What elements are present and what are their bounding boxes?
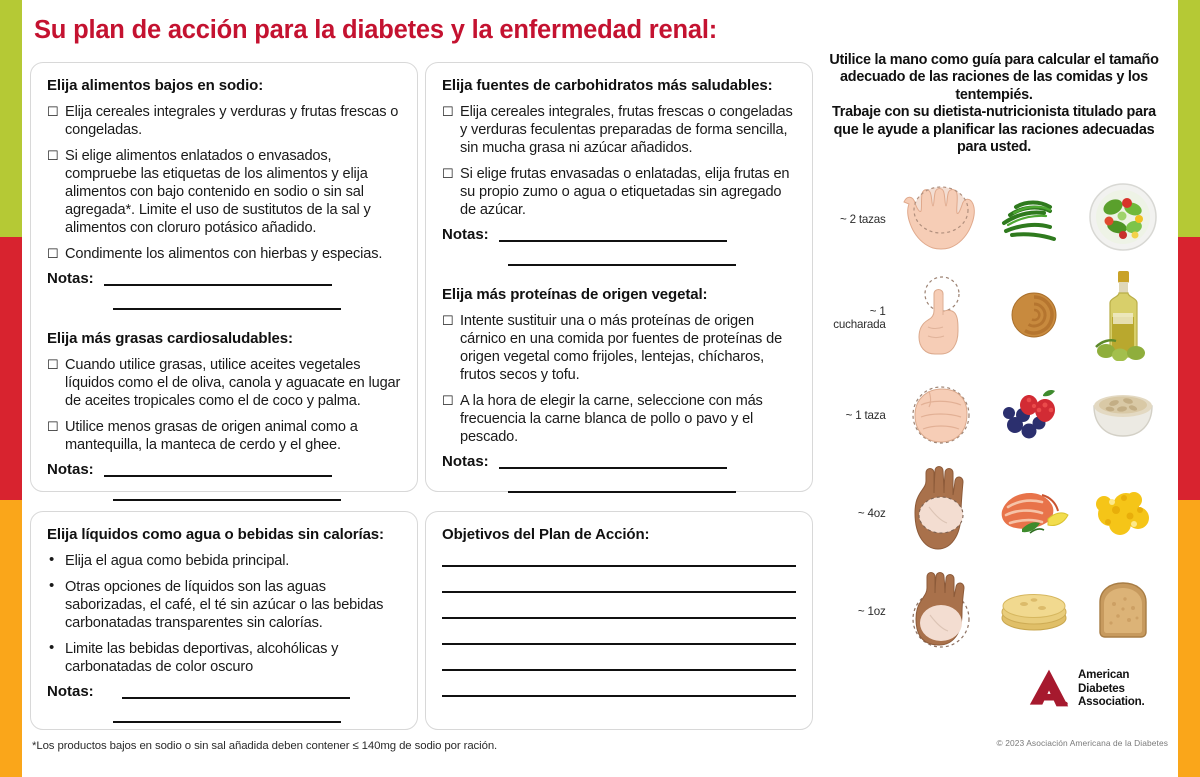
hand-measure-image	[894, 467, 989, 561]
hand-measure-image	[894, 271, 989, 365]
hand-portion-guide	[820, 52, 1168, 661]
notes-label: Notas:	[442, 226, 489, 244]
list-item	[47, 578, 401, 632]
bread-slice-icon	[1092, 578, 1154, 645]
green-beans-icon	[996, 189, 1072, 250]
checkbox-icon[interactable]: ☐	[442, 313, 454, 329]
checklist-item-label: Condimente los alimentos con hierbas y especias.	[65, 246, 383, 263]
notes-row	[442, 454, 796, 469]
checklist-item[interactable]	[47, 147, 401, 237]
tortillas-icon	[996, 584, 1072, 639]
food-example-image	[989, 565, 1078, 659]
checklist-item-label: Intente sustituir una o más proteínas de origen cárnico en una comida por fuentes de proteínas de origen vegetal como frijoles, lentejas, chícharos, frutos secos y tofu.	[460, 313, 783, 384]
bullet-icon: •	[49, 551, 55, 568]
ada-wordmark-line1: American	[1078, 668, 1130, 681]
write-in-line[interactable]	[499, 467, 727, 469]
checklist-item[interactable]	[442, 312, 796, 384]
checklist-fats	[47, 356, 401, 454]
checklist-item[interactable]	[442, 165, 796, 219]
hand-measure-image	[894, 565, 989, 659]
berries-icon	[999, 385, 1069, 446]
checklist-item[interactable]	[442, 392, 796, 446]
notes-carbs	[442, 227, 796, 266]
food-example-image	[989, 271, 1078, 365]
food-example-image	[1079, 369, 1168, 463]
checklist-item[interactable]	[47, 103, 401, 139]
portion-row-list	[820, 171, 1168, 661]
food-example-image	[1079, 565, 1168, 659]
portion-row	[820, 465, 1168, 563]
write-in-line[interactable]	[113, 499, 341, 501]
checklist-item[interactable]	[442, 103, 796, 157]
right-color-strip	[1178, 0, 1200, 777]
notes-label: Notas:	[442, 453, 489, 471]
portion-row	[820, 367, 1168, 465]
section-heading-proteins: Elija más proteínas de origen vegetal:	[442, 286, 708, 304]
bullet-list-liquids	[47, 552, 401, 676]
hand-measure-image	[894, 369, 989, 463]
ada-wordmark-line3: Association.	[1078, 695, 1145, 709]
notes-label: Notas:	[47, 683, 94, 701]
food-example-image	[989, 369, 1078, 463]
notes-row	[47, 684, 401, 699]
write-in-line[interactable]	[508, 264, 736, 266]
cupped-two-hands-icon	[897, 174, 985, 265]
notes-row	[442, 491, 796, 493]
checkbox-icon[interactable]: ☐	[47, 104, 59, 119]
checklist-carbs	[442, 103, 796, 219]
checkbox-icon[interactable]: ☐	[47, 419, 59, 435]
portion-row	[820, 563, 1168, 661]
food-example-image	[1079, 173, 1168, 267]
thumb-tip-icon	[902, 272, 980, 363]
salad-bowl-icon	[1087, 181, 1159, 258]
checkbox-icon[interactable]: ☐	[47, 148, 59, 164]
write-in-line[interactable]	[122, 697, 350, 699]
bullet-icon: •	[49, 639, 55, 657]
checkbox-icon[interactable]: ☐	[442, 393, 454, 409]
notes-label: Notas:	[47, 270, 94, 288]
portion-size-label: ~ 4oz	[857, 507, 886, 521]
list-item-label: Limite las bebidas deportivas, alcohólicas y carbonatadas de color oscuro	[65, 641, 339, 676]
goal-write-in-lines	[442, 565, 796, 697]
notes-sodium	[47, 271, 401, 310]
scrambled-eggs-icon	[1090, 484, 1156, 543]
bullet-icon: •	[49, 577, 55, 595]
open-palm-icon	[901, 465, 981, 562]
color-band-red	[1178, 237, 1200, 500]
checklist-item[interactable]	[47, 356, 401, 410]
food-example-image	[1079, 271, 1168, 365]
checklist-item-label: Elija cereales integrales, frutas frescas o congeladas y verduras feculentas preparadas de forma sencilla, sin mucha grasa ni azúcar añadidos.	[460, 104, 793, 157]
salmon-fillet-icon	[996, 481, 1072, 546]
section-heading-carbs: Elija fuentes de carbohidratos más saludables:	[442, 77, 773, 94]
list-item-label: Elija el agua como bebida principal.	[65, 553, 290, 569]
list-item-label: Otras opciones de líquidos son las aguas saborizadas, el café, el té sin azúcar o las bebidas carbonatadas transparentes sin calorías.	[65, 579, 384, 632]
notes-row	[442, 227, 796, 242]
color-band-green	[1178, 0, 1200, 237]
write-in-line[interactable]	[442, 643, 796, 645]
section-heading-goals: Objetivos del Plan de Acción:	[442, 526, 650, 543]
peanut-butter-icon	[1008, 289, 1060, 346]
notes-row	[47, 271, 401, 286]
color-band-orange	[0, 500, 22, 777]
checkbox-icon[interactable]: ☐	[47, 357, 59, 373]
write-in-line[interactable]	[104, 284, 332, 286]
write-in-line[interactable]	[499, 240, 727, 242]
copyright-notice: © 2023 Asociación Americana de la Diabetes	[996, 738, 1168, 748]
oatmeal-bowl-icon	[1088, 384, 1158, 447]
notes-row	[47, 721, 401, 723]
food-example-image	[989, 173, 1078, 267]
cupped-palm-icon	[900, 563, 982, 660]
notes-row	[47, 308, 401, 310]
portion-size-label: ~ 2 tazas	[840, 213, 886, 227]
color-band-orange	[1178, 500, 1200, 777]
color-band-green	[0, 0, 22, 237]
checklist-item-label: Elija cereales integrales y verduras y frutas frescas o congeladas.	[65, 104, 399, 139]
footnote-sodium-definition: *Los productos bajos en sodio o sin sal añadida deben contener ≤ 140mg de sodio por ración.	[32, 740, 498, 752]
card-liquids	[30, 511, 418, 730]
checklist-item-label: Si elige alimentos enlatados o envasados, compruebe las etiquetas de los alimentos y elija alimentos con bajo contenido en sodio o sin sal agregada*. Limite el uso de sustitutos de la sal y alimentos con cloruro potásico añadido.	[65, 148, 371, 237]
fist-icon	[899, 371, 983, 460]
notes-row	[47, 462, 401, 477]
page-title: Su plan de acción para la diabetes y la enfermedad renal:	[34, 16, 718, 44]
notes-proteins	[442, 454, 796, 493]
checklist-item[interactable]	[47, 418, 401, 454]
notes-label: Notas:	[47, 461, 94, 479]
portion-size-label: ~ 1oz	[857, 605, 886, 619]
checklist-item-label: Si elige frutas envasadas o enlatadas, elija frutas en su propio zumo o agua o etiquetadas sin agregado de azúcar.	[460, 166, 790, 219]
food-example-image	[989, 467, 1078, 561]
section-heading-liquids: Elija líquidos como agua o bebidas sin calorías:	[47, 526, 384, 543]
olive-oil-bottle-icon	[1088, 269, 1158, 366]
write-in-line[interactable]	[104, 475, 332, 477]
write-in-line[interactable]	[442, 617, 796, 619]
left-color-strip	[0, 0, 22, 777]
color-band-red	[0, 237, 22, 500]
food-example-image	[1079, 467, 1168, 561]
portion-row	[820, 269, 1168, 367]
write-in-line[interactable]	[442, 565, 796, 567]
checklist-item[interactable]	[47, 245, 401, 263]
list-item	[47, 640, 401, 676]
checklist-item-label: A la hora de elegir la carne, seleccione con más frecuencia la carne blanca de pollo o pavo y el pescado.	[460, 393, 763, 446]
hand-measure-image	[894, 173, 989, 267]
ada-triangle-mark-icon	[1028, 668, 1070, 708]
ada-wordmark-line2: Diabetes	[1078, 681, 1125, 695]
write-in-line[interactable]	[113, 721, 341, 723]
checkbox-icon[interactable]: ☐	[47, 246, 59, 262]
card-healthy-carbs	[425, 62, 813, 492]
card-action-plan-goals	[425, 511, 813, 730]
checkbox-icon[interactable]: ☐	[442, 104, 454, 119]
section-heading-sodium: Elija alimentos bajos en sodio:	[47, 77, 264, 94]
ada-wordmark	[1078, 668, 1145, 709]
portion-row	[820, 171, 1168, 269]
portion-size-label: ~ 1 taza	[845, 409, 886, 423]
checklist-proteins	[442, 312, 796, 446]
checkbox-icon[interactable]: ☐	[442, 166, 454, 182]
write-in-line[interactable]	[442, 591, 796, 593]
hand-guide-intro-text: Utilice la mano como guía para calcular el tamaño adecuado de las raciones de las comidas y los tentempiés. Trabaje con su dietista-nutricionista titulado para que le ayude a planificar las raciones adecuadas para usted.	[829, 52, 1159, 156]
write-in-line[interactable]	[508, 491, 736, 493]
card-low-sodium	[30, 62, 418, 492]
checklist-sodium	[47, 103, 401, 263]
list-item	[47, 552, 401, 570]
write-in-line[interactable]	[442, 669, 796, 671]
write-in-line[interactable]	[442, 695, 796, 697]
notes-fats	[47, 462, 401, 501]
notes-row	[47, 499, 401, 501]
write-in-line[interactable]	[113, 308, 341, 310]
notes-row	[442, 264, 796, 266]
ada-logo	[1028, 668, 1145, 709]
notes-liquids	[47, 684, 401, 723]
section-heading-fats: Elija más grasas cardiosaludables:	[47, 330, 293, 348]
checklist-item-label: Cuando utilice grasas, utilice aceites vegetales líquidos como el de oliva, canola y aguacate en lugar de aceites tropicales como el de coco y palma.	[65, 357, 401, 410]
checklist-item-label: Utilice menos grasas de origen animal como a mantequilla, la manteca de cerdo y el ghee.	[65, 419, 358, 454]
portion-size-label: ~ 1 cucharada	[833, 304, 886, 331]
